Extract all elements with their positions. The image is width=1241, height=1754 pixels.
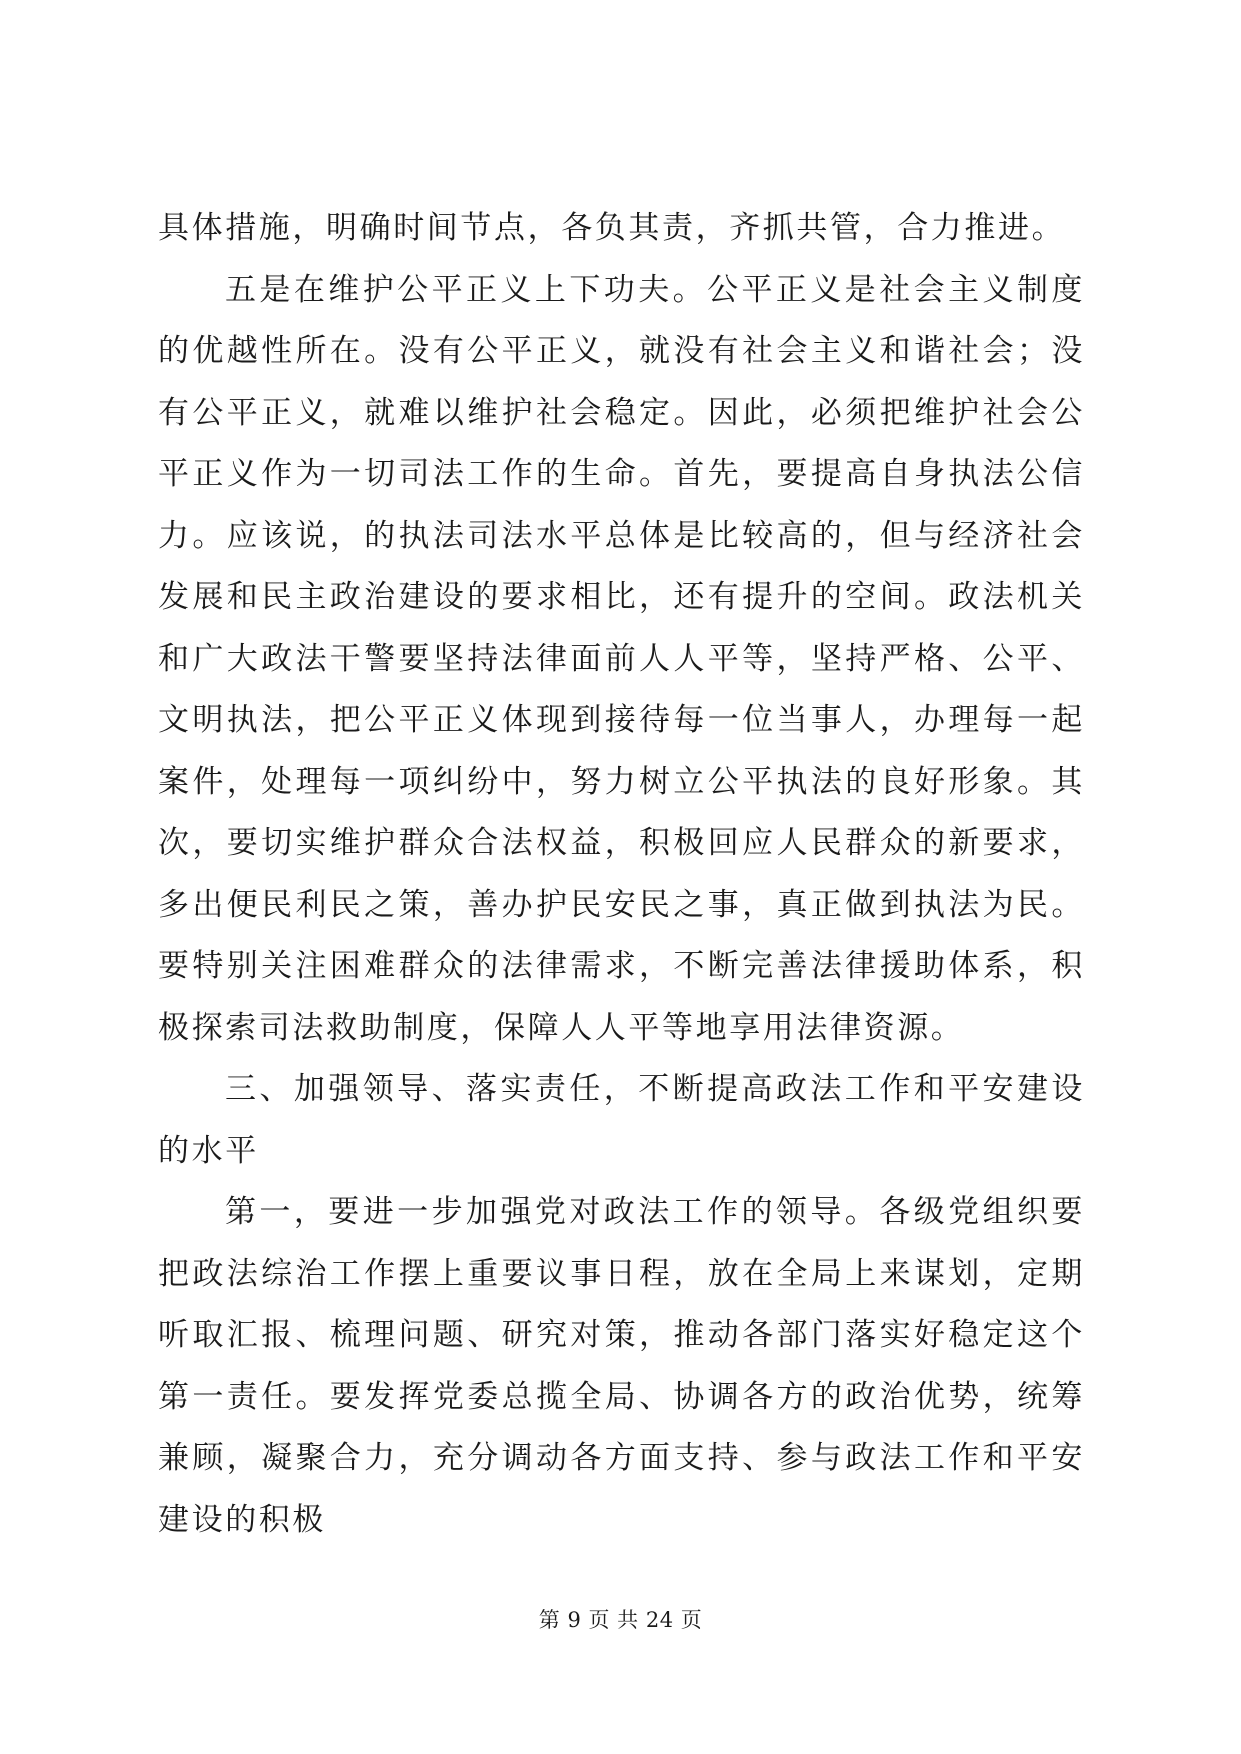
document-body	[158, 198, 1085, 1551]
section-heading-three: 三、加强领导、落实责任，不断提高政法工作和平安建设的水平	[158, 1071, 1085, 1169]
paragraph-party-leadership: 第一，要进一步加强党对政法工作的领导。各级党组织要把政法综治工作摆上重要议事日程，放在全局上来谋划，定期听取汇报、梳理问题、研究对策，推动各部门落实好稳定这个第一责任。要发挥党委总揽全局、协调各方的政治优势，统筹兼顾，凝聚合力，充分调动各方面支持、参与政法工作和平安建设的积极	[158, 1194, 1085, 1538]
page-number-footer: 第 9 页 共 24 页	[538, 1608, 703, 1632]
paragraph-continuation: 具体措施，明确时间节点，各负其责，齐抓共管，合力推进。	[158, 210, 1066, 246]
paragraph-fairness-justice: 五是在维护公平正义上下功夫。公平正义是社会主义制度的优越性所在。没有公平正义，就没有社会主义和谐社会；没有公平正义，就难以维护社会稳定。因此，必须把维护社会公平正义作为一切司法工作的生命。首先，要提高自身执法公信力。应该说，的执法司法水平总体是比较高的，但与经济社会发展和民主政治建设的要求相比，还有提升的空间。政法机关和广大政法干警要坚持法律面前人人平等，坚持严格、公平、文明执法，把公平正义体现到接待每一位当事人，办理每一起案件，处理每一项纠纷中，努力树立公平执法的良好形象。其次，要切实维护群众合法权益，积极回应人民群众的新要求，多出便民利民之策，善办护民安民之事，真正做到执法为民。要特别关注困难群众的法律需求，不断完善法律援助体系，积极探索司法救助制度，保障人人平等地享用法律资源。	[158, 271, 1085, 1046]
